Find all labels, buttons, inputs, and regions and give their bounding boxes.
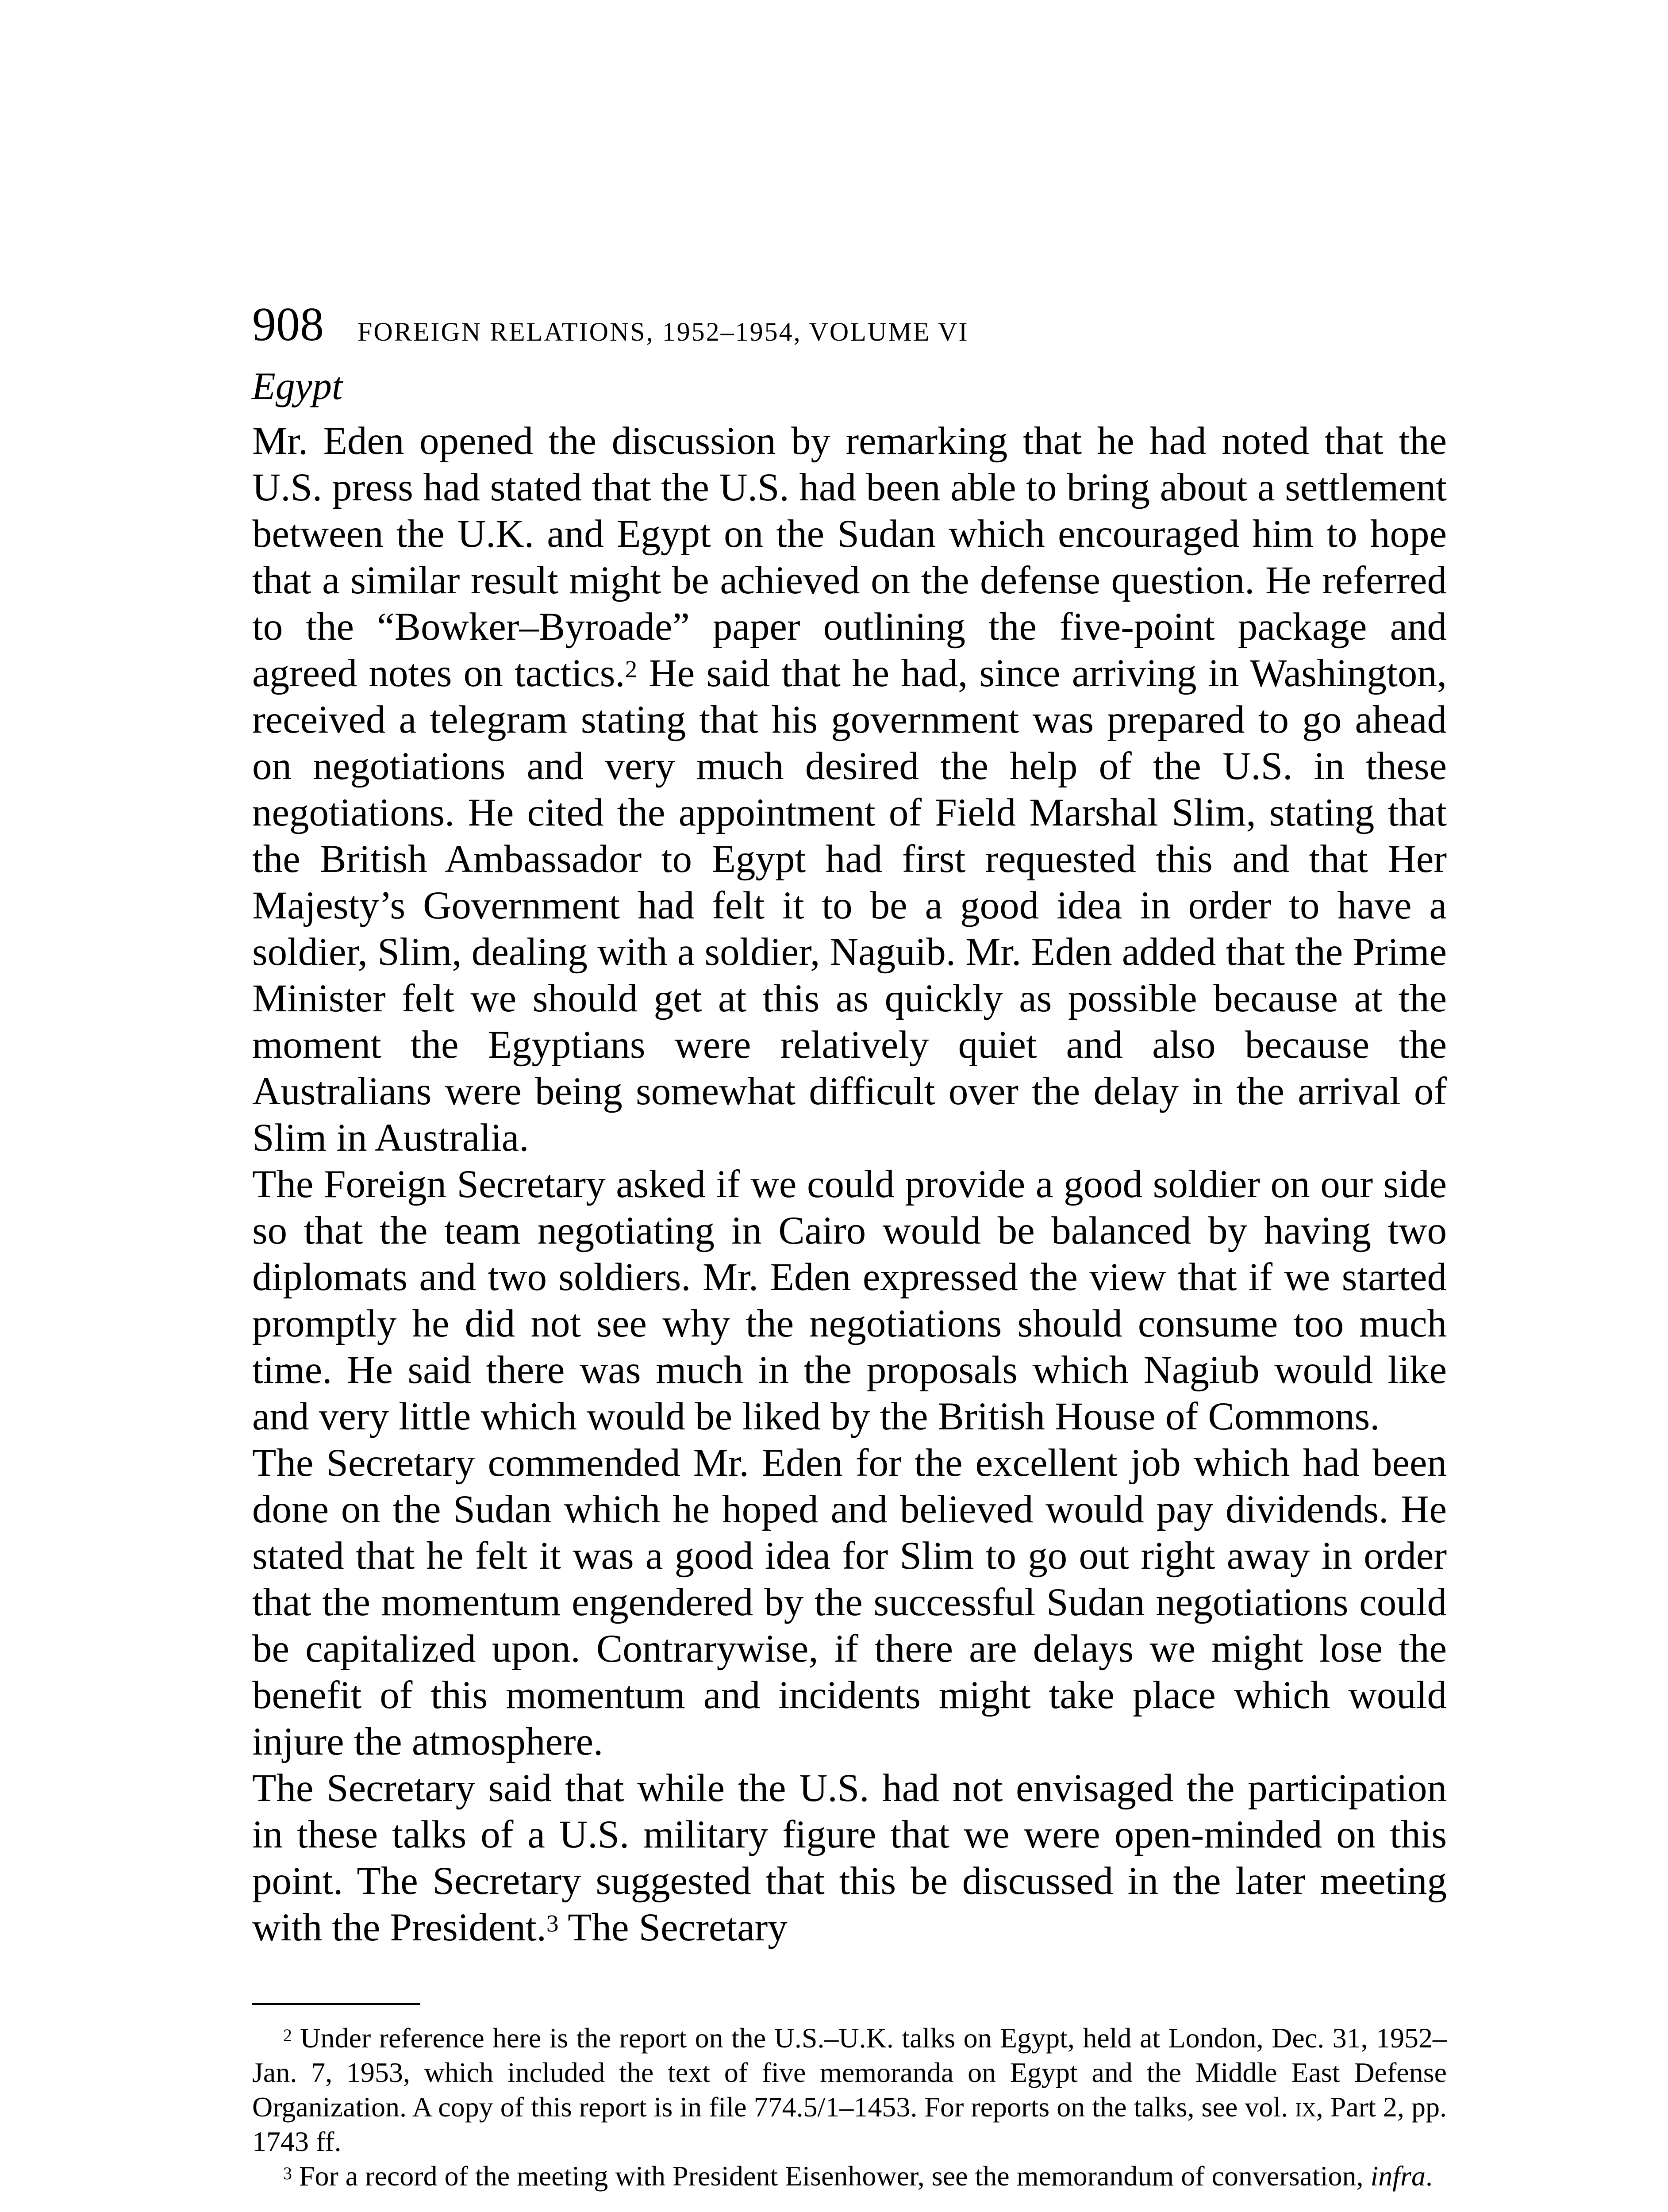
paragraph-3: The Secretary commended Mr. Eden for the excellent job which had been done on the Sudan which he hoped and believed would pay dividends. He stated that he felt it was a good idea for Slim to go out right away in order that the momentum engendered by the successful Sudan negotiations could be capitalized upon. Contrarywise, if there are delays we might lose the benefit of this momentum and incidents might take place which would injure the atmosphere. — [252, 1441, 1447, 1763]
section-label: Egypt — [252, 365, 343, 408]
running-title: FOREIGN RELATIONS, 1952–1954, VOLUME VI — [357, 317, 969, 346]
paragraph-4 — [252, 1765, 1447, 1951]
footnote-2-text-a: Under reference here is the report on the U.S.–U.K. talks on Egypt, held at London, Dec. 31, 1952–Jan. 7, 1953, which included the text of five memoranda on Egypt and the Middle East Defense Organization. A copy of this report is in file 774.5/1–1453. For reports on the talks, see vol. — [252, 2022, 1447, 2123]
footnote-ref-2: 2 — [625, 656, 638, 683]
footnote-2-text-b: , Part 2, pp. 1743 ff. — [252, 2091, 1447, 2157]
body-text — [252, 418, 1447, 1951]
paragraph-4-text: The Secretary said that while the U.S. had not envisaged the participation in these talks of a U.S. military figure that we were open-minded on this point. The Secretary suggested that this be discussed in the later meeting with the President. — [252, 1766, 1447, 1949]
footnote-3-text-a: For a record of the meeting with President Eisenhower, see the memorandum of conversation, — [292, 2160, 1371, 2192]
footnote-2-volume: ix — [1295, 2091, 1316, 2123]
paragraph-4-continued: The Secretary — [558, 1905, 788, 1949]
footnote-2-marker: 2 — [283, 2025, 292, 2045]
footnote-3-infra: infra — [1370, 2160, 1426, 2192]
paragraph-1 — [252, 418, 1447, 1161]
page-number: 908 — [252, 298, 324, 351]
paragraph-2: The Foreign Secretary asked if we could provide a good soldier on our side so that the team negotiating in Cairo would be balanced by having two diplomats and two soldiers. Mr. Eden expressed the view that if we started promptly he did not see why the negotiations should consume too much time. He said there was much in the proposals which Nagiub would like and very little which would be liked by the British House of Commons. — [252, 1162, 1447, 1438]
document-page — [252, 283, 1447, 2212]
footnotes — [252, 2021, 1447, 2193]
paragraph-1-continued: He said that he had, since arriving in Washington, received a telegram stating that his government was prepared to go ahead on negotiations and very much desired the help of the U.S. in these negotiations. He cited the appointment of Field Marshal Slim, stating that the British Ambassador to Egypt had first requested this and that Her Majesty’s Government had felt it to be a good idea in order to have a soldier, Slim, dealing with a soldier, Naguib. Mr. Eden added that the Prime Minister felt we should get at this as quickly as possible because at the moment the Egyptians were relatively quiet and also because the Australians were being somewhat difficult over the delay in the arrival of Slim in Australia. — [252, 651, 1447, 1160]
footnote-ref-3: 3 — [546, 1910, 559, 1937]
footnote-2 — [252, 2021, 1447, 2159]
footnote-rule — [252, 2003, 420, 2005]
running-head — [252, 283, 1447, 349]
footnote-3 — [252, 2159, 1447, 2193]
footnote-3-marker: 3 — [283, 2163, 292, 2183]
paragraph-1-text: Mr. Eden opened the discussion by remarking that he had noted that the U.S. press had stated that the U.S. had been able to bring about a settlement between the U.K. and Egypt on the Sudan which encouraged him to hope that a similar result might be achieved on the defense question. He referred to the “Bowker–Byroade” paper outlining the five-point package and agreed notes on tactics. — [252, 419, 1447, 695]
footnote-3-text-b: . — [1425, 2160, 1433, 2192]
